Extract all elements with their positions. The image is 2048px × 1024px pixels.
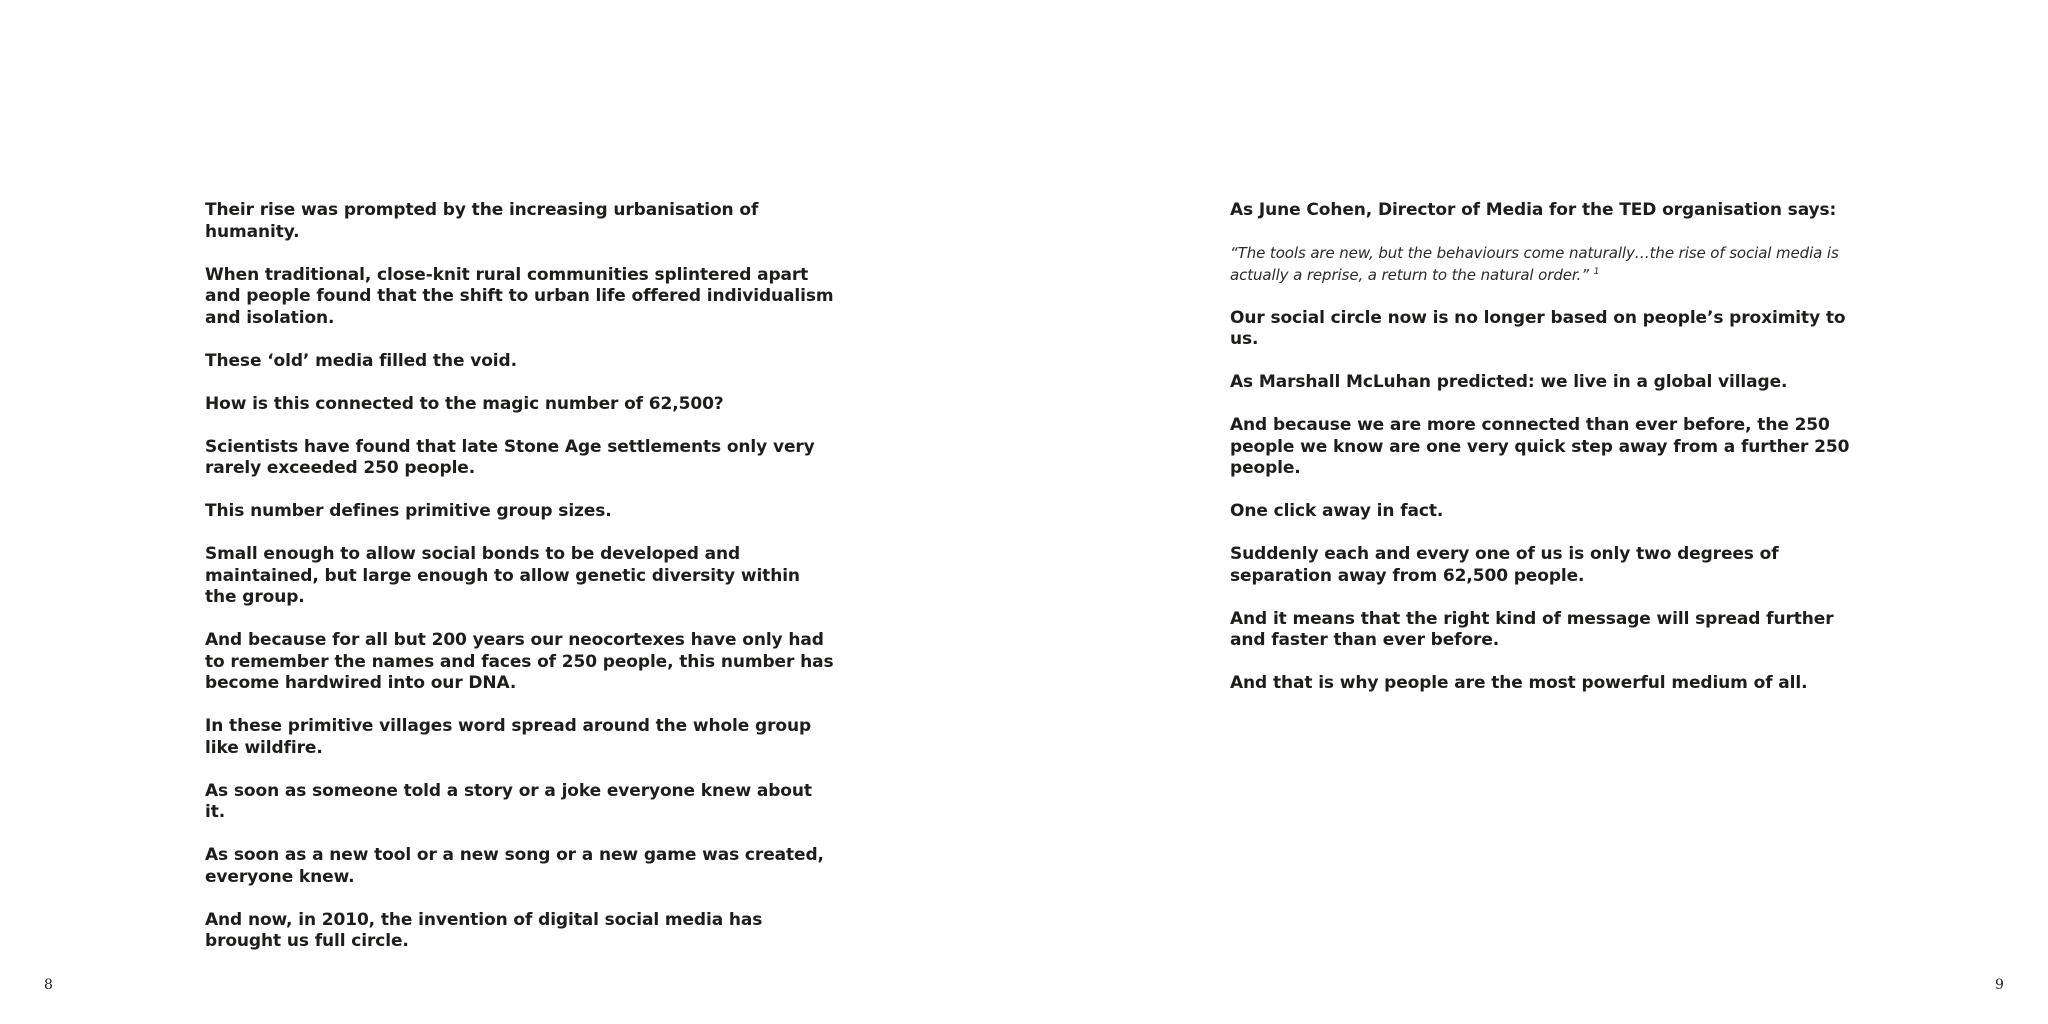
paragraph: And because for all but 200 years our neocortexes have only had to remember the names and faces of 250 people, this number has become hardwired into our DNA. (205, 630, 834, 693)
paragraph: And now, in 2010, the invention of digital social media has brought us full circle. (205, 909, 763, 951)
pull-quote (1230, 243, 1860, 286)
paragraph: Scientists have found that late Stone Age settlements only very rarely exceeded 250 people. (205, 436, 815, 478)
paragraph: And because we are more connected than ever before, the 250 people we know are one very quick step away from a further 250 people. (1230, 415, 1850, 478)
page-number: 9 (1995, 977, 2004, 993)
right-page (1024, 0, 2048, 1024)
right-text-column (1230, 200, 1860, 716)
paragraph: In these primitive villages word spread around the whole group like wildfire. (205, 716, 812, 758)
paragraph: As soon as someone told a story or a joke everyone knew about it. (205, 780, 812, 822)
paragraph: And it means that the right kind of message will spread further and faster than ever before. (1230, 608, 1834, 650)
footnote-marker: 1 (1593, 266, 1600, 277)
page-number: 8 (44, 977, 53, 993)
paragraph: Suddenly each and every one of us is only two degrees of separation away from 62,500 people. (1230, 544, 1779, 586)
paragraph: As soon as a new tool or a new song or a new game was created, everyone knew. (205, 845, 824, 887)
quote-intro: As June Cohen, Director of Media for the TED organisation says: (1230, 200, 1837, 220)
paragraph: And that is why people are the most powerful medium of all. (1230, 673, 1808, 693)
quote-text: “The tools are new, but the behaviours come naturally…the rise of social media is actually a reprise, a return to the natural order.” (1230, 244, 1839, 284)
paragraph: As Marshall McLuhan predicted: we live in a global village. (1230, 372, 1788, 392)
paragraph: Small enough to allow social bonds to be developed and maintained, but large enough to allow genetic diversity within the group. (205, 544, 800, 607)
paragraph: Our social circle now is no longer based on people’s proximity to us. (1230, 307, 1846, 349)
paragraph: When traditional, close-knit rural communities splintered apart and people found that the shift to urban life offered individualism and isolation. (205, 264, 834, 328)
left-text-column (205, 200, 835, 974)
paragraph: One click away in fact. (1230, 501, 1444, 521)
paragraph: Their rise was prompted by the increasing urbanisation of humanity. (205, 200, 759, 242)
paragraph: How is this connected to the magic number of 62,500? (205, 393, 724, 414)
paragraph: This number defines primitive group sizes. (205, 501, 612, 521)
paragraph: These ‘old’ media filled the void. (205, 350, 517, 371)
